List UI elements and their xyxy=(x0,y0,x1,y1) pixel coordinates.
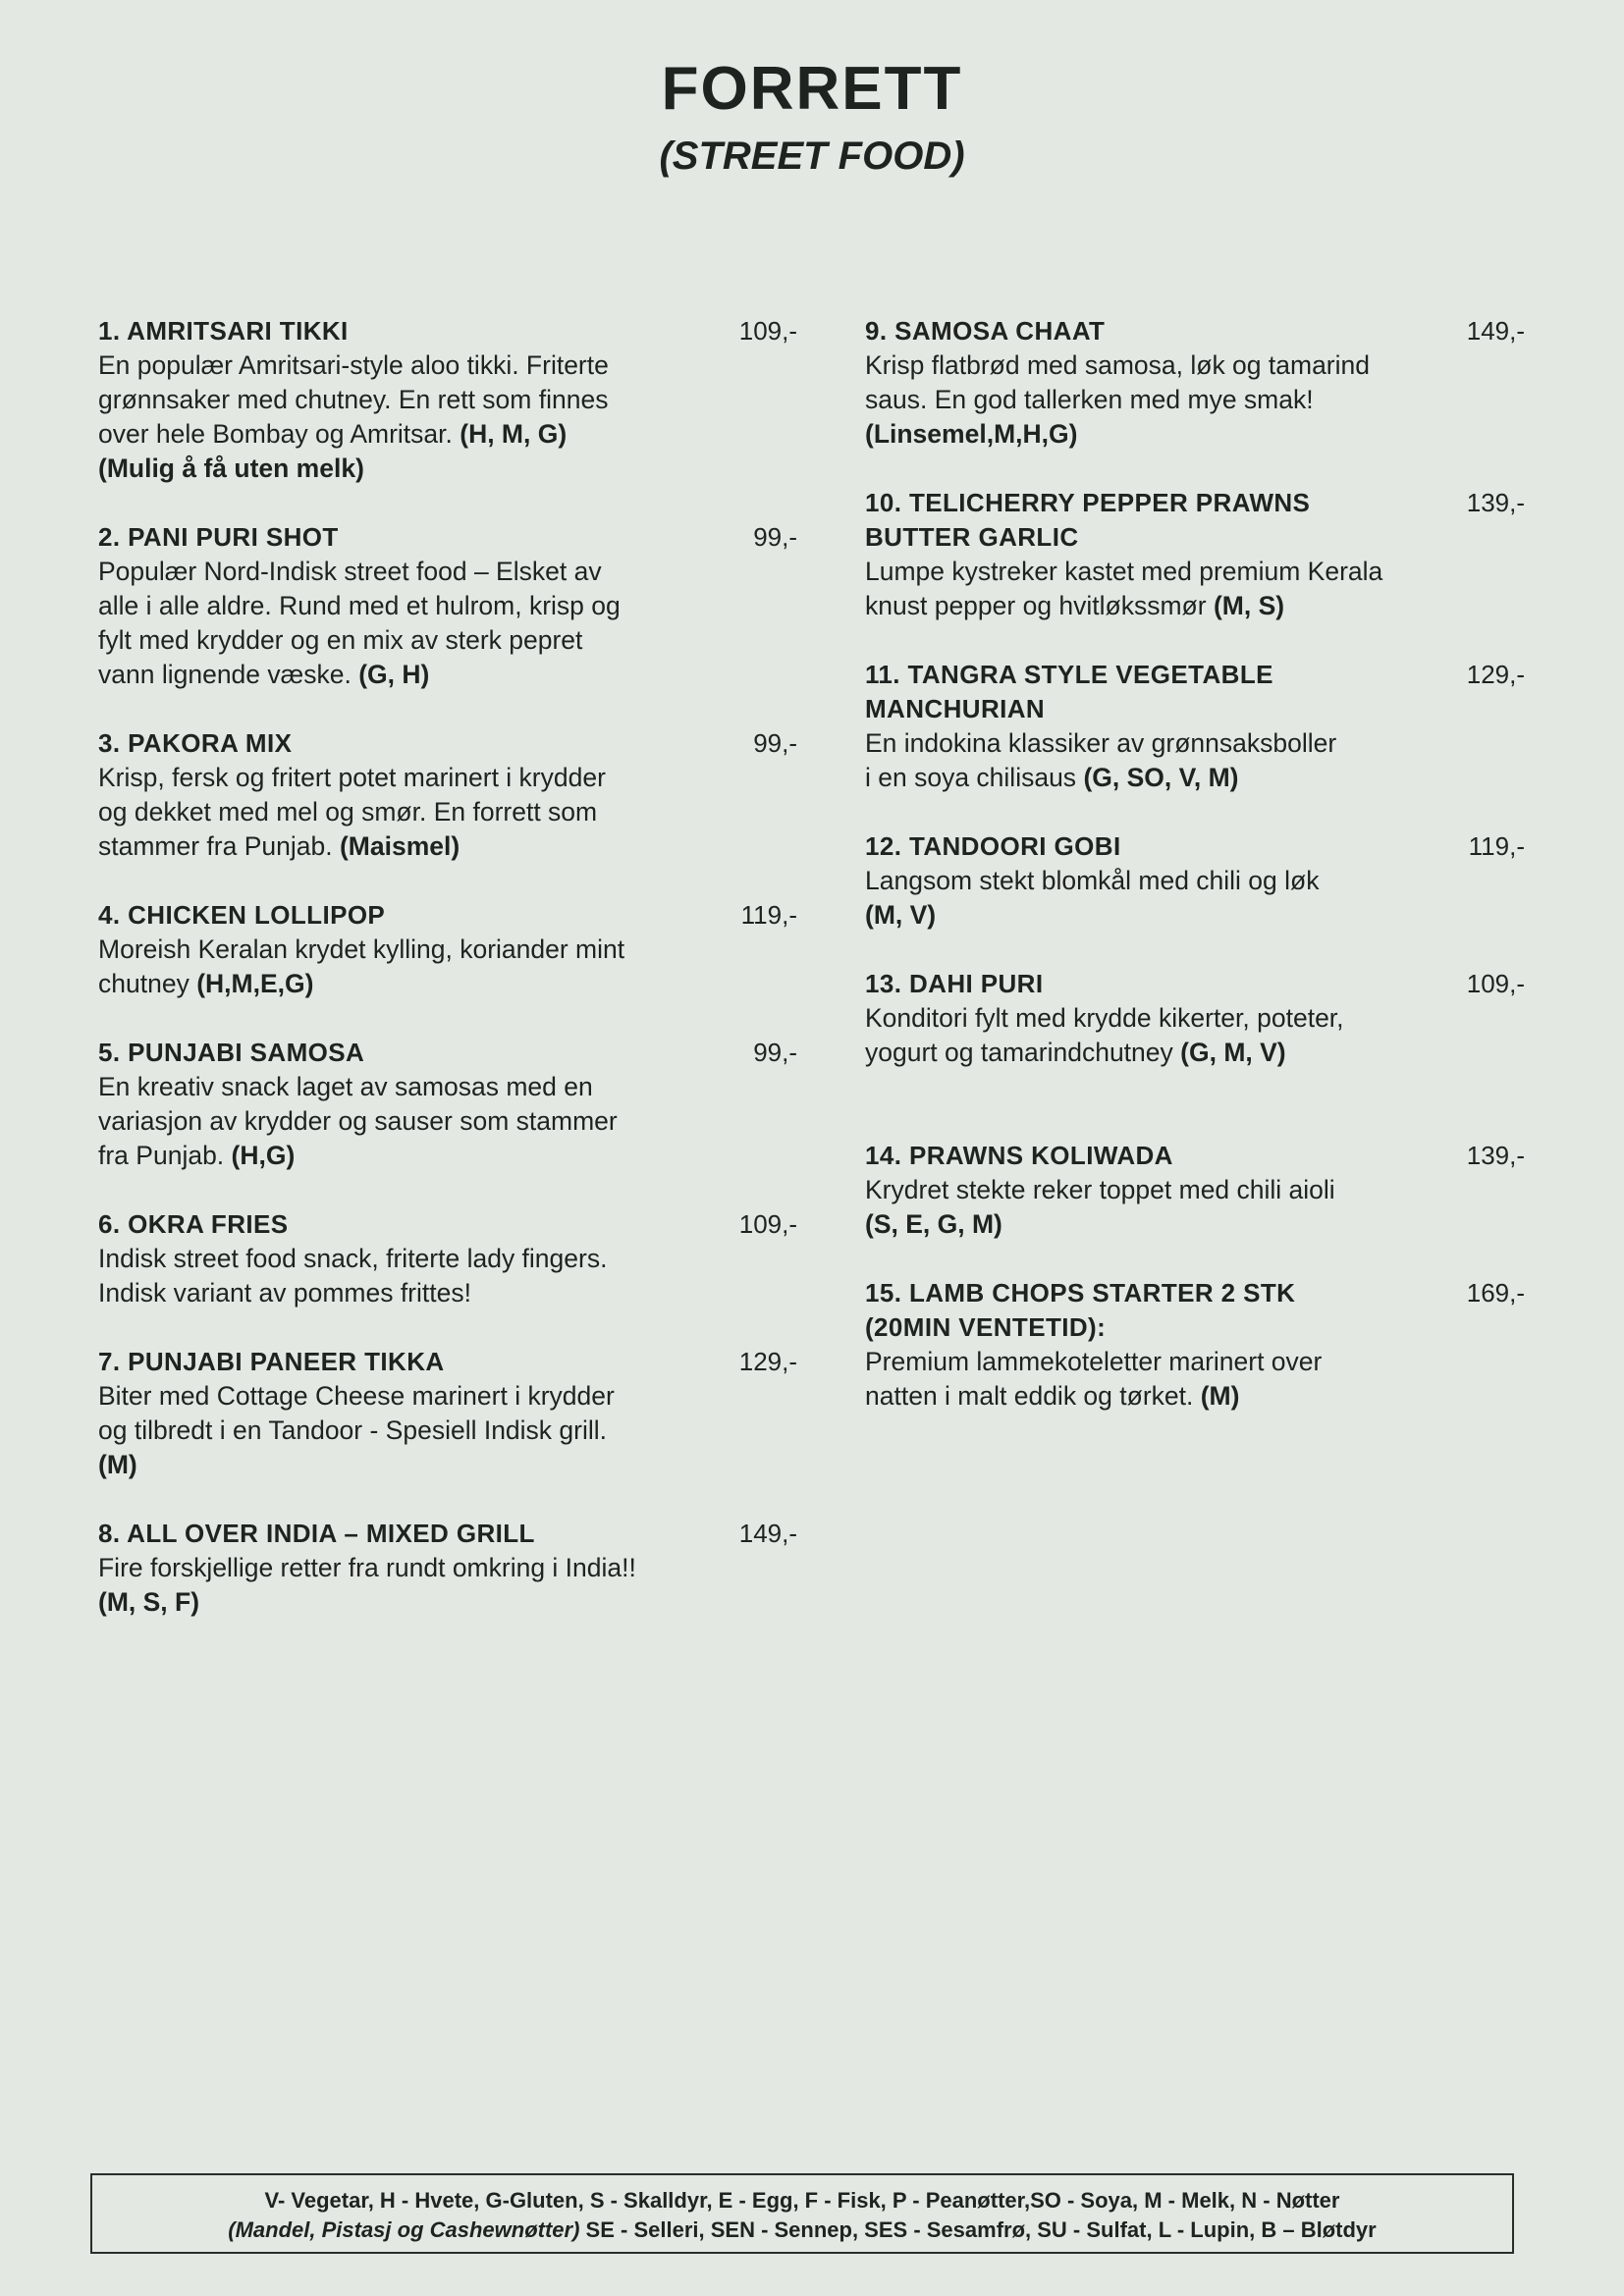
menu-item xyxy=(865,658,1525,795)
item-allergens: (G, H) xyxy=(358,660,430,689)
item-name: 1. AMRITSARI TIKKI xyxy=(98,316,349,346)
allergen-legend-nuts-note: (Mandel, Pistasj og Cashewnøtter) xyxy=(228,2217,580,2242)
item-description xyxy=(865,348,1525,452)
allergen-legend xyxy=(90,2173,1514,2254)
item-allergens: (Linsemel,M,H,G) xyxy=(865,419,1078,449)
menu-item xyxy=(98,1036,797,1173)
item-description xyxy=(865,1345,1525,1414)
item-description xyxy=(98,1551,797,1620)
menu-item xyxy=(98,898,797,1001)
item-desc-text: Fire forskjellige retter fra rundt omkring i India!! xyxy=(98,1553,636,1582)
item-allergens: (G, M, V) xyxy=(1180,1038,1286,1067)
item-allergens: (M) xyxy=(1200,1381,1240,1411)
item-description xyxy=(865,864,1525,933)
allergen-legend-rest: SE - Selleri, SEN - Sennep, SES - Sesamfrø, SU - Sulfat, L - Lupin, B – Bløtdyr xyxy=(579,2217,1377,2242)
item-name: 13. DAHI PURI xyxy=(865,969,1044,998)
item-price: 99,- xyxy=(753,728,797,758)
item-description xyxy=(98,1242,797,1310)
item-desc-text: Moreish Keralan krydet kylling, koriander mint chutney xyxy=(98,934,625,998)
menu-column-left xyxy=(98,314,797,1654)
item-desc-text: En kreativ snack laget av samosas med en variasjon av krydder og sauser som stammer fra Punjab. xyxy=(98,1072,618,1170)
item-allergens: (S, E, G, M) xyxy=(865,1209,1002,1239)
item-allergens: (M, S) xyxy=(1213,591,1285,620)
menu-column-right xyxy=(865,314,1525,1448)
item-description xyxy=(98,348,797,486)
item-name: 10. TELICHERRY PEPPER PRAWNS BUTTER GARLIC xyxy=(865,488,1311,552)
item-desc-text: En populær Amritsari-style aloo tikki. Friterte grønnsaker med chutney. En rett som finnes over hele Bombay og Amritsar. xyxy=(98,350,609,449)
item-desc-text: Krisp, fersk og fritert potet marinert i krydder og dekket med mel og smør. En forrett som stammer fra Punjab. xyxy=(98,763,606,861)
item-price: 119,- xyxy=(1468,831,1525,861)
item-description xyxy=(865,726,1525,795)
item-name: 9. SAMOSA CHAAT xyxy=(865,316,1106,346)
menu-item xyxy=(98,314,797,486)
item-description xyxy=(98,1379,797,1482)
item-desc-text: Biter med Cottage Cheese marinert i krydder og tilbredt i en Tandoor - Spesiell Indisk grill. xyxy=(98,1381,615,1445)
item-name: 4. CHICKEN LOLLIPOP xyxy=(98,900,386,930)
menu-item xyxy=(98,726,797,864)
item-desc-text: Populær Nord-Indisk street food – Elsket av alle i alle aldre. Rund med et hulrom, krisp og fylt med krydder og en mix av sterk pepret vann lignende væske. xyxy=(98,557,621,689)
menu-item xyxy=(865,486,1525,623)
item-price: 129,- xyxy=(738,1347,797,1376)
item-desc-text: En indokina klassiker av grønnsaksboller i en soya chilisaus xyxy=(865,728,1337,792)
item-price: 99,- xyxy=(753,522,797,552)
item-price: 139,- xyxy=(1466,488,1525,517)
item-description xyxy=(98,761,797,864)
item-desc-text: Langsom stekt blomkål med chili og løk xyxy=(865,866,1320,895)
item-description xyxy=(865,1173,1525,1242)
item-desc-text: Konditori fylt med krydde kikerter, poteter, yogurt og tamarindchutney xyxy=(865,1003,1344,1067)
item-price: 109,- xyxy=(738,1209,797,1239)
item-name: 3. PAKORA MIX xyxy=(98,728,293,758)
item-price: 149,- xyxy=(1466,316,1525,346)
item-description xyxy=(98,933,797,1001)
item-desc-text: Krydret stekte reker toppet med chili aioli xyxy=(865,1175,1335,1204)
item-price: 139,- xyxy=(1466,1141,1525,1170)
menu-header xyxy=(0,57,1624,180)
item-price: 109,- xyxy=(738,316,797,346)
item-allergens: (H, M, G) (Mulig å få uten melk) xyxy=(98,419,568,483)
item-allergens: (M, V) xyxy=(865,900,937,930)
menu-item xyxy=(865,1139,1525,1242)
item-desc-text: Lumpe kystreker kastet med premium Kerala knust pepper og hvitløkssmør xyxy=(865,557,1383,620)
item-allergens: (H,G) xyxy=(231,1141,296,1170)
item-price: 169,- xyxy=(1466,1278,1525,1308)
menu-item xyxy=(98,520,797,692)
item-description xyxy=(865,555,1525,623)
menu-item xyxy=(865,967,1525,1070)
item-allergens: (H,M,E,G) xyxy=(196,969,314,998)
menu-item xyxy=(865,1276,1525,1414)
item-description xyxy=(98,1070,797,1173)
item-name: 2. PANI PURI SHOT xyxy=(98,522,339,552)
item-name: 12. TANDOORI GOBI xyxy=(865,831,1121,861)
item-price: 129,- xyxy=(1466,660,1525,689)
item-name: 14. PRAWNS KOLIWADA xyxy=(865,1141,1173,1170)
item-name: 5. PUNJABI SAMOSA xyxy=(98,1038,365,1067)
page-title: FORRETT xyxy=(661,55,963,123)
menu-item xyxy=(98,1207,797,1310)
allergen-legend-line-2 xyxy=(92,2216,1512,2245)
item-name: 15. LAMB CHOPS STARTER 2 STK (20MIN VENTETID): xyxy=(865,1278,1296,1342)
menu-item xyxy=(98,1517,797,1620)
menu-item xyxy=(98,1345,797,1482)
page-subtitle: (STREET FOOD) xyxy=(659,134,965,179)
allergen-legend-line-1: V- Vegetar, H - Hvete, G-Gluten, S - Skalldyr, E - Egg, F - Fisk, P - Peanøtter,SO - Soya, M - Melk, N - Nøtter xyxy=(264,2188,1340,2213)
item-desc-text: Krisp flatbrød med samosa, løk og tamarind saus. En god tallerken med mye smak! xyxy=(865,350,1370,414)
item-allergens: (Maismel) xyxy=(339,831,460,861)
item-desc-text: Indisk street food snack, friterte lady fingers. Indisk variant av pommes frittes! xyxy=(98,1244,608,1308)
item-name: 8. ALL OVER INDIA – MIXED GRILL xyxy=(98,1519,535,1548)
item-description xyxy=(98,555,797,692)
menu-item xyxy=(865,314,1525,452)
item-allergens: (M, S, F) xyxy=(98,1587,200,1617)
item-price: 119,- xyxy=(740,900,797,930)
item-price: 149,- xyxy=(738,1519,797,1548)
item-description xyxy=(865,1001,1525,1070)
item-desc-text: Premium lammekoteletter marinert over natten i malt eddik og tørket. xyxy=(865,1347,1323,1411)
item-name: 11. TANGRA STYLE VEGETABLE MANCHURIAN xyxy=(865,660,1273,723)
item-name: 7. PUNJABI PANEER TIKKA xyxy=(98,1347,445,1376)
item-price: 109,- xyxy=(1466,969,1525,998)
item-name: 6. OKRA FRIES xyxy=(98,1209,289,1239)
item-price: 99,- xyxy=(753,1038,797,1067)
item-allergens: (M) xyxy=(98,1450,137,1479)
menu-item xyxy=(865,829,1525,933)
item-allergens: (G, SO, V, M) xyxy=(1083,763,1239,792)
